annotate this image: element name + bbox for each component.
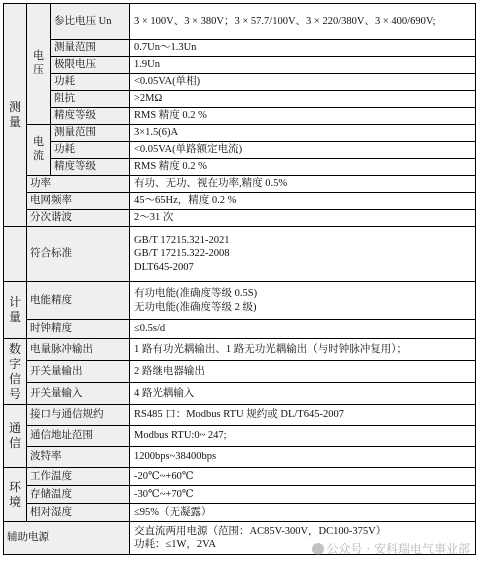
row-label: 开关量输出 — [27, 361, 130, 383]
row-label: 精度等级 — [51, 108, 130, 125]
row-label: 相对湿度 — [27, 504, 130, 522]
row-label: 功耗 — [51, 74, 130, 91]
table-row — [4, 176, 476, 193]
category-digital: 数 字 信 号 — [4, 339, 27, 405]
row-value: 4 路光耦输入 — [130, 383, 476, 405]
row-value: <0.05VA(单相) — [130, 74, 476, 91]
table-row — [4, 282, 476, 320]
table-row — [4, 468, 476, 486]
row-value: Modbus RTU:0~ 247; — [130, 426, 476, 447]
row-value: 2～31 次 — [130, 210, 476, 227]
table-row — [4, 447, 476, 468]
row-value: 3×1.5(6)A — [130, 125, 476, 142]
row-value: RMS 精度 0.2 % — [130, 159, 476, 176]
row-value: 45～65Hz，精度 0.2 % — [130, 193, 476, 210]
spec-table-wrapper — [3, 3, 476, 555]
value-line: 有功电能(准确度等级 0.5S) — [134, 288, 258, 300]
table-row — [4, 227, 476, 282]
row-value: 1.9Un — [130, 57, 476, 74]
table-row — [4, 91, 476, 108]
table-row — [4, 361, 476, 383]
category-env: 环 境 — [4, 468, 27, 522]
spec-table — [3, 3, 476, 555]
row-label: 工作温度 — [27, 468, 130, 486]
row-label: 符合标准 — [27, 227, 130, 282]
table-row — [4, 4, 476, 40]
table-row — [4, 142, 476, 159]
row-value: 0.7Un～1.3Un — [130, 40, 476, 57]
standard-line: GB/T 17215.322-2008 — [134, 248, 230, 260]
row-label: 电能精度 — [27, 282, 130, 320]
category-blank — [4, 227, 27, 282]
table-row — [4, 193, 476, 210]
row-label: 阻抗 — [51, 91, 130, 108]
category-metering: 计 量 — [4, 282, 27, 339]
row-label: 时钟精度 — [27, 320, 130, 339]
category-measure: 测 量 — [4, 4, 27, 227]
row-value: 1 路有功光耦输出、1 路无功光耦输出（与时钟脉冲复用）； — [130, 339, 476, 361]
table-row — [4, 40, 476, 57]
row-label: 接口与通信规约 — [27, 405, 130, 426]
row-label: 存储温度 — [27, 486, 130, 504]
row-label: 辅助电源 — [4, 522, 130, 555]
row-label: 功耗 — [51, 142, 130, 159]
table-row — [4, 210, 476, 227]
value-line: 交直流两用电源（范围：AC85V-300V，DC100-375V） — [134, 525, 387, 537]
table-row — [4, 108, 476, 125]
row-label: 波特率 — [27, 447, 130, 468]
table-row — [4, 486, 476, 504]
row-value: ≤0.5s/d — [130, 320, 476, 339]
table-row — [4, 57, 476, 74]
table-row — [4, 339, 476, 361]
row-value: ≤95%（无凝露） — [130, 504, 476, 522]
table-row — [4, 504, 476, 522]
row-value — [130, 227, 476, 282]
wechat-icon — [312, 543, 324, 555]
row-value: RMS 精度 0.2 % — [130, 108, 476, 125]
subcategory-current: 电 流 — [27, 125, 51, 176]
table-row — [4, 159, 476, 176]
row-label: 电量脉冲输出 — [27, 339, 130, 361]
row-label: 电网频率 — [27, 193, 130, 210]
category-comm: 通 信 — [4, 405, 27, 468]
watermark-text: 公众号 · 安科瑞电气事业部 — [326, 542, 470, 556]
value-line: 功耗：≤1W，2VA — [134, 539, 216, 550]
row-label: 参比电压 Un — [51, 4, 130, 40]
subcategory-voltage: 电 压 — [27, 4, 51, 125]
row-label: 分次谐波 — [27, 210, 130, 227]
row-value: -30℃~+70℃ — [130, 486, 476, 504]
row-value: -20℃~+60℃ — [130, 468, 476, 486]
row-label: 测量范围 — [51, 125, 130, 142]
standard-line: GB/T 17215.321-2021 — [134, 235, 230, 247]
watermark — [312, 540, 470, 557]
row-label: 开关量输入 — [27, 383, 130, 405]
row-label: 精度等级 — [51, 159, 130, 176]
row-label: 功率 — [27, 176, 130, 193]
standard-line: DLT645-2007 — [134, 261, 194, 273]
row-value: 有功、无功、视在功率,精度 0.5% — [130, 176, 476, 193]
row-value: >2MΩ — [130, 91, 476, 108]
row-value: <0.05VA(单路额定电流) — [130, 142, 476, 159]
table-row — [4, 383, 476, 405]
row-value: RS485 口：Modbus RTU 规约或 DL/T645-2007 — [130, 405, 476, 426]
table-row — [4, 74, 476, 91]
row-label: 极限电压 — [51, 57, 130, 74]
row-label: 通信地址范围 — [27, 426, 130, 447]
table-row — [4, 125, 476, 142]
row-label: 测量范围 — [51, 40, 130, 57]
row-value: 2 路继电器输出 — [130, 361, 476, 383]
row-value: 1200bps~38400bps — [130, 447, 476, 468]
value-line: 无功电能(准确度等级 2 级) — [134, 301, 257, 313]
table-row — [4, 320, 476, 339]
table-row — [4, 426, 476, 447]
table-row — [4, 405, 476, 426]
row-value: 3 × 100V、3 × 380V；3 × 57.7/100V、3 × 220/380V、3 × 400/690V; — [130, 4, 476, 40]
row-value — [130, 282, 476, 320]
